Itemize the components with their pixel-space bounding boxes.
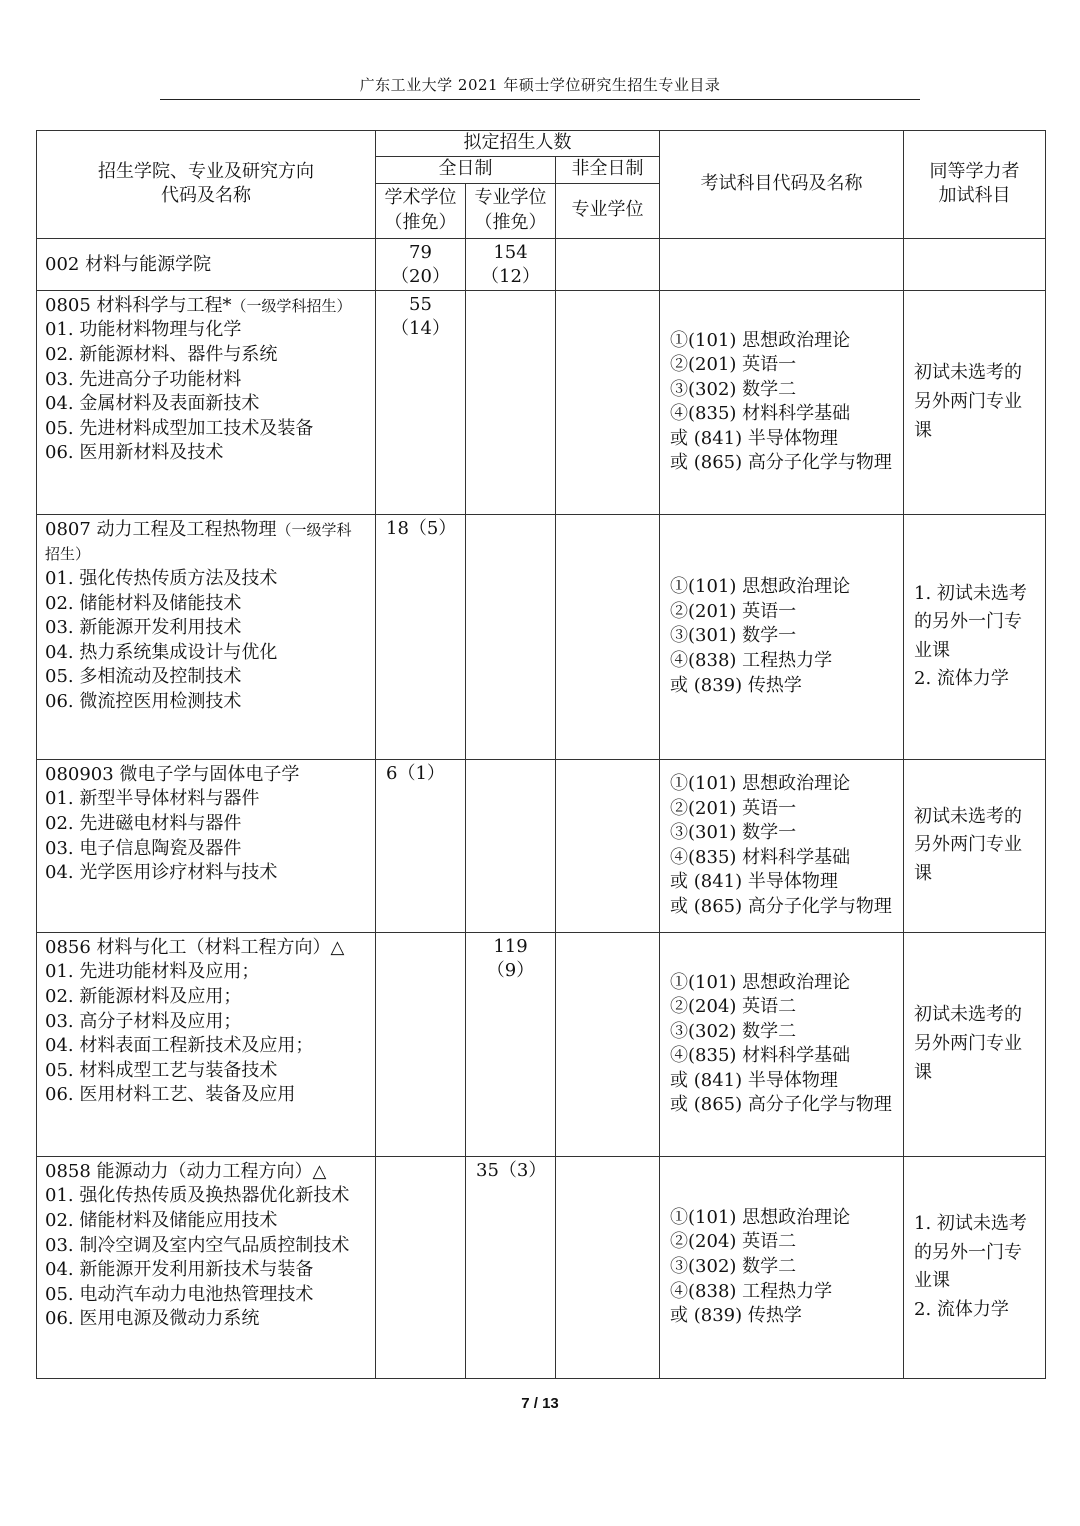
- major-title: 080903 微电子学与固体电子学: [45, 763, 300, 785]
- direction-item: 01. 强化传热传质及换热器优化新技术: [45, 1185, 350, 1207]
- academic-quota: 18（5）: [376, 514, 466, 759]
- table-row: [37, 514, 1046, 759]
- exam-subjects: ①(101) 思想政治理论 ②(201) 英语一 ③(301) 数学一 ④(838) 工程热力学 或 (839) 传热学: [660, 514, 904, 759]
- header-fulltime: 全日制: [376, 156, 556, 183]
- direction-item: 04. 金属材料及表面新技术: [45, 393, 260, 415]
- direction-item: 01. 功能材料物理与化学: [45, 319, 242, 341]
- direction-item: 04. 新能源开发利用新技术与装备: [45, 1259, 314, 1281]
- college-parttime-quota: [556, 238, 660, 290]
- direction-item: 02. 新能源材料、器件与系统: [45, 343, 278, 365]
- direction-item: 06. 医用材料工艺、装备及应用: [45, 1084, 296, 1106]
- college-row: [37, 238, 1046, 290]
- page-number: 7 / 13: [521, 1395, 559, 1412]
- direction-item: 05. 先进材料成型加工技术及装备: [45, 417, 314, 439]
- header-professional: 专业学位 （推免）: [466, 183, 556, 238]
- major-title: 0807 动力工程及工程热物理（一级学科: [45, 518, 352, 540]
- professional-quota: 35（3）: [466, 1156, 556, 1378]
- professional-quota: [466, 290, 556, 514]
- table-header: [37, 131, 1046, 239]
- academic-quota: [376, 932, 466, 1156]
- parttime-quota: [556, 1156, 660, 1378]
- header-rule: [160, 99, 920, 100]
- college-name: 002 材料与能源学院: [37, 238, 376, 290]
- exam-subjects: ①(101) 思想政治理论 ②(201) 英语一 ③(301) 数学一 ④(835) 材料科学基础 或 (841) 半导体物理 或 (865) 高分子化学与物理: [660, 759, 904, 932]
- exam-subjects: ①(101) 思想政治理论 ②(204) 英语二 ③(302) 数学二 ④(838) 工程热力学 或 (839) 传热学: [660, 1156, 904, 1378]
- parttime-quota: [556, 290, 660, 514]
- college-exam: [660, 238, 904, 290]
- extra-subjects: 1. 初试未选考 的另外一门专 业课 2. 流体力学: [904, 1156, 1046, 1378]
- professional-quota: [466, 514, 556, 759]
- direction-item: 06. 医用电源及微动力系统: [45, 1308, 260, 1330]
- extra-subjects: 初试未选考的 另外两门专业 课: [904, 932, 1046, 1156]
- direction-item: 03. 电子信息陶瓷及器件: [45, 837, 242, 859]
- header-exam: 考试科目代码及名称: [660, 131, 904, 239]
- academic-quota: [376, 1156, 466, 1378]
- table-row: [37, 290, 1046, 514]
- direction-item: 02. 储能材料及储能技术: [45, 592, 242, 614]
- academic-quota: 55 （14）: [376, 290, 466, 514]
- direction-item: 02. 新能源材料及应用；: [45, 985, 242, 1007]
- header-quota: 拟定招生人数: [376, 131, 660, 157]
- header-name-column: 招生学院、专业及研究方向 代码及名称: [37, 131, 376, 239]
- extra-subjects: 1. 初试未选考 的另外一门专 业课 2. 流体力学: [904, 514, 1046, 759]
- table-row: [37, 759, 1046, 932]
- direction-item: 03. 新能源开发利用技术: [45, 617, 242, 639]
- exam-subjects: ①(101) 思想政治理论 ②(204) 英语二 ③(302) 数学二 ④(835) 材料科学基础 或 (841) 半导体物理 或 (865) 高分子化学与物理: [660, 932, 904, 1156]
- direction-item: 05. 多相流动及控制技术: [45, 666, 242, 688]
- table-row: [37, 932, 1046, 1156]
- exam-subjects: ①(101) 思想政治理论 ②(201) 英语一 ③(302) 数学二 ④(835) 材料科学基础 或 (841) 半导体物理 或 (865) 高分子化学与物理: [660, 290, 904, 514]
- major-name-cell: [37, 290, 376, 514]
- college-academic-quota: 79 （20）: [376, 238, 466, 290]
- major-name-cell: [37, 932, 376, 1156]
- document-header: 广东工业大学 2021 年硕士学位研究生招生专业目录: [359, 76, 721, 94]
- direction-item: 06. 医用新材料及技术: [45, 442, 224, 464]
- direction-item: 04. 材料表面工程新技术及应用；: [45, 1035, 314, 1057]
- major-name-cell: [37, 759, 376, 932]
- direction-item: 02. 储能材料及储能应用技术: [45, 1209, 278, 1231]
- major-title: 0856 材料与化工（材料工程方向）△: [45, 936, 345, 958]
- direction-item: 01. 先进功能材料及应用；: [45, 961, 260, 983]
- major-title: 0805 材料科学与工程*（一级学科招生）: [45, 294, 352, 316]
- college-extra: [904, 238, 1046, 290]
- major-name-cell: 0807 动力工程及工程热物理（一级学科 招生） 01. 强化传热传质方法及技术 02. 储能材料及储能技术 03. 新能源开发利用技术 04. 热力系统集成设计与优化 05. 多相流动及控制技术 06. 微流控医用检测技术: [37, 514, 376, 759]
- parttime-quota: [556, 514, 660, 759]
- admission-catalog-table: [36, 130, 1046, 1379]
- professional-quota: [466, 759, 556, 932]
- direction-item: 02. 先进磁电材料与器件: [45, 812, 242, 834]
- parttime-quota: [556, 932, 660, 1156]
- table-row: [37, 1156, 1046, 1378]
- direction-item: 04. 光学医用诊疗材料与技术: [45, 862, 278, 884]
- extra-subjects: 初试未选考的 另外两门专业 课: [904, 290, 1046, 514]
- direction-item: 03. 制冷空调及室内空气品质控制技术: [45, 1234, 350, 1256]
- direction-item: 05. 材料成型工艺与装备技术: [45, 1059, 278, 1081]
- extra-subjects: 初试未选考的 另外两门专业 课: [904, 759, 1046, 932]
- major-title: 0858 能源动力（动力工程方向）△: [45, 1160, 327, 1182]
- college-professional-quota: 154 （12）: [466, 238, 556, 290]
- direction-item: 03. 先进高分子功能材料: [45, 368, 242, 390]
- parttime-quota: [556, 759, 660, 932]
- academic-quota: 6（1）: [376, 759, 466, 932]
- direction-item: 05. 电动汽车动力电池热管理技术: [45, 1283, 314, 1305]
- major-name-cell: [37, 1156, 376, 1378]
- direction-item: 03. 高分子材料及应用；: [45, 1010, 242, 1032]
- direction-item: 01. 新型半导体材料与器件: [45, 788, 260, 810]
- header-parttime-professional: 专业学位: [556, 183, 660, 238]
- direction-item: 06. 微流控医用检测技术: [45, 690, 242, 712]
- professional-quota: 119 （9）: [466, 932, 556, 1156]
- direction-item: 01. 强化传热传质方法及技术: [45, 567, 278, 589]
- header-parttime: 非全日制: [556, 156, 660, 183]
- header-equivalent: 同等学力者 加试科目: [904, 131, 1046, 239]
- direction-item: 04. 热力系统集成设计与优化: [45, 641, 278, 663]
- header-academic: 学术学位 （推免）: [376, 183, 466, 238]
